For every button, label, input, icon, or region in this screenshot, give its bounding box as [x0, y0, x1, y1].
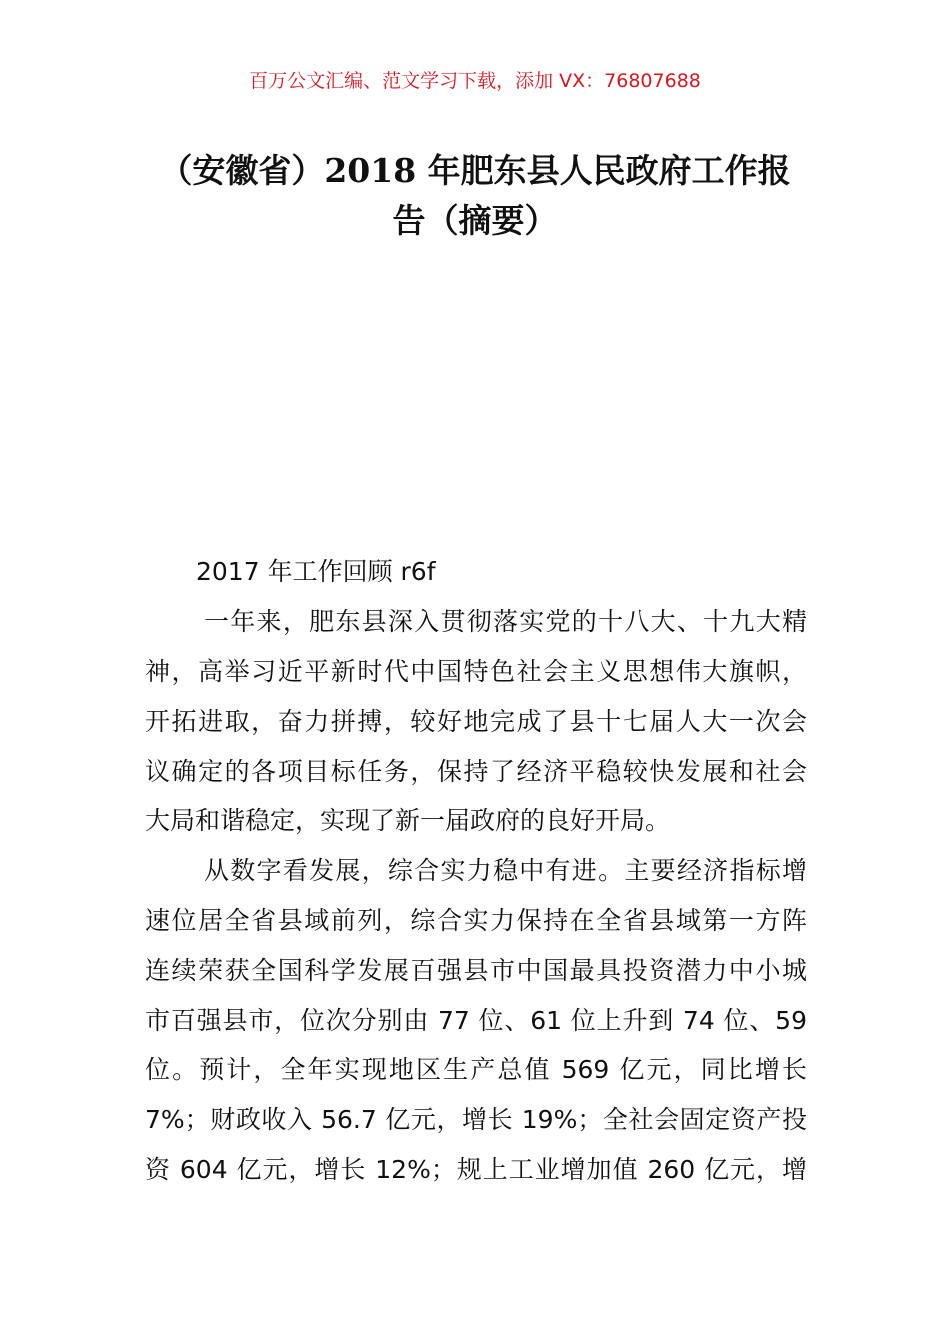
text-line: 一年来，肥东县深入贯彻落实党的十八大、十九大精: [204, 607, 807, 636]
section-heading: 2017 年工作回顾 r6f: [196, 557, 436, 586]
text-line: 议确定的各项目标任务，保持了经济平稳较快发展和社会: [145, 757, 807, 786]
text-line: 资 604 亿元，增长 12%；规上工业增加值 260 亿元，增: [145, 1155, 807, 1184]
document-title-line-1: （安徽省）2018 年肥东县人民政府工作报: [159, 151, 791, 190]
watermark-banner: 百万公文汇编、范文学习下载，添加 VX：76807688: [249, 70, 701, 92]
text-line: 市百强县市，位次分别由 77 位、61 位上升到 74 位、59: [145, 1006, 807, 1035]
document-title-line-2: 告（摘要）: [392, 201, 558, 240]
text-line: 位。预计，全年实现地区生产总值 569 亿元，同比增长: [145, 1055, 807, 1084]
text-line: 大局和谐稳定，实现了新一届政府的良好开局。: [145, 806, 671, 835]
text-line: 神，高举习近平新时代中国特色社会主义思想伟大旗帜，: [145, 657, 807, 686]
text-line: 开拓进取，奋力拼搏，较好地完成了县十七届人大一次会: [145, 707, 807, 736]
text-line: 连续荣获全国科学发展百强县市中国最具投资潜力中小城: [145, 956, 807, 985]
text-line: 速位居全省县域前列，综合实力保持在全省县域第一方阵: [145, 906, 807, 935]
text-line: 7%；财政收入 56.7 亿元，增长 19%；全社会固定资产投: [145, 1105, 807, 1134]
text-line: 从数字看发展，综合实力稳中有进。主要经济指标增: [204, 856, 807, 885]
